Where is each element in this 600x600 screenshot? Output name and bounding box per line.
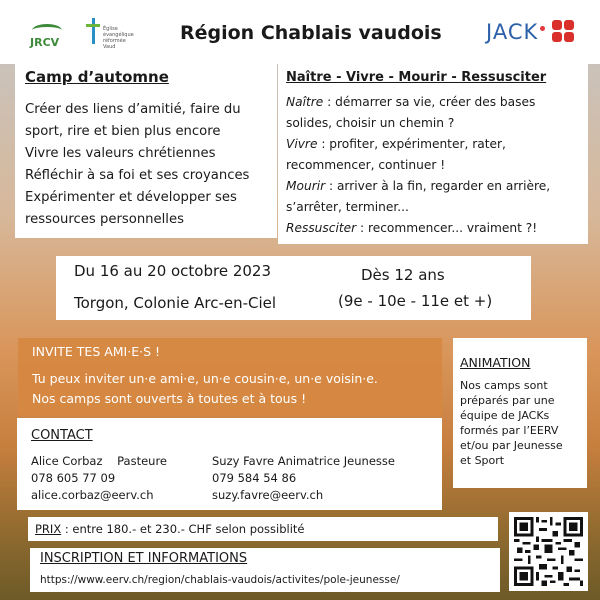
animation-line: et Sport (460, 454, 505, 467)
invite-heading: INVITE TES AMI·E·S ! (32, 344, 161, 359)
theme-line: Ressusciter : recommencer... vraiment ?! (286, 221, 538, 235)
camp-heading: Camp d’automne (25, 68, 169, 86)
price-text: PRIX : entre 180.- et 230.- CHF selon possiblité (35, 522, 305, 536)
jack-dot-icon (540, 26, 545, 31)
contact-phone: 079 584 54 86 (212, 471, 297, 485)
contact-heading: CONTACT (31, 428, 93, 443)
camp-line: Expérimenter et développer ses (25, 190, 237, 205)
jrcv-logo: JRCV (28, 20, 68, 50)
theme-card (278, 62, 588, 244)
contact-email[interactable]: suzy.favre@eerv.ch (212, 488, 324, 502)
registration-heading: INSCRIPTION ET INFORMATIONS (40, 551, 248, 566)
animation-line: et/ou par Jeunesse (460, 439, 563, 452)
animation-card (453, 338, 587, 488)
theme-line: Vivre : profiter, expérimenter, rater, (286, 137, 506, 151)
camp-line: sport, rire et bien plus encore (25, 124, 221, 139)
theme-line: Naître : démarrer sa vie, créer des bases (286, 95, 536, 109)
contact-name: Alice Corbaz Pasteure (31, 454, 168, 468)
event-grades: (9e - 10e - 11e et +) (338, 292, 493, 310)
contact-phone: 078 605 77 09 (31, 471, 116, 485)
contact-email[interactable]: alice.corbaz@eerv.ch (31, 488, 154, 502)
animation-line: Nos camps sont (460, 379, 548, 392)
invite-line: Nos camps sont ouverts à toutes et à tous ! (32, 391, 307, 406)
event-age: Dès 12 ans (361, 266, 445, 284)
camp-line: ressources personnelles (25, 212, 184, 227)
price-card (28, 517, 498, 541)
camp-line: Vivre les valeurs chrétiennes (25, 146, 216, 161)
registration-link[interactable]: https://www.eerv.ch/region/chablais-vaudois/activites/pole-jeunesse/ (40, 574, 400, 586)
animation-heading: ANIMATION (460, 355, 531, 370)
event-info-card (56, 256, 531, 320)
animation-line: préparés par une (460, 394, 555, 407)
contact-name: Suzy Favre Animatrice Jeunesse (212, 454, 395, 468)
theme-line: recommencer, continuer ! (286, 158, 446, 172)
theme-heading: Naître - Vivre - Mourir - Ressusciter (286, 70, 547, 85)
theme-line: s’arrêter, terminer... (286, 200, 409, 214)
jack-logo: JACK (486, 20, 539, 44)
event-place: Torgon, Colonie Arc-en-Ciel (74, 294, 277, 312)
header (0, 0, 600, 64)
camp-card (15, 62, 277, 238)
invite-box (18, 338, 442, 416)
invite-line: Tu peux inviter un·e ami·e, un·e cousin·e, un·e voisin·e. (32, 371, 378, 386)
eerv-logo: Église évangélique réformée Vaud (86, 18, 136, 52)
event-dates: Du 16 au 20 octobre 2023 (74, 262, 272, 280)
animation-line: formés par l’EERV (460, 424, 559, 437)
animation-line: équipe de JACKs (460, 409, 550, 422)
red-cross-logo-icon (552, 20, 574, 42)
page-title: Région Chablais vaudois (180, 22, 442, 44)
contact-card (17, 418, 442, 510)
registration-card (30, 548, 500, 592)
theme-line: solides, choisir un chemin ? (286, 116, 455, 130)
qr-code-icon[interactable] (514, 517, 583, 586)
theme-line: Mourir : arriver à la fin, regarder en arrière, (286, 179, 551, 193)
camp-line: Créer des liens d’amitié, faire du (25, 102, 241, 117)
camp-line: Réfléchir à sa foi et ses croyances (25, 168, 250, 183)
